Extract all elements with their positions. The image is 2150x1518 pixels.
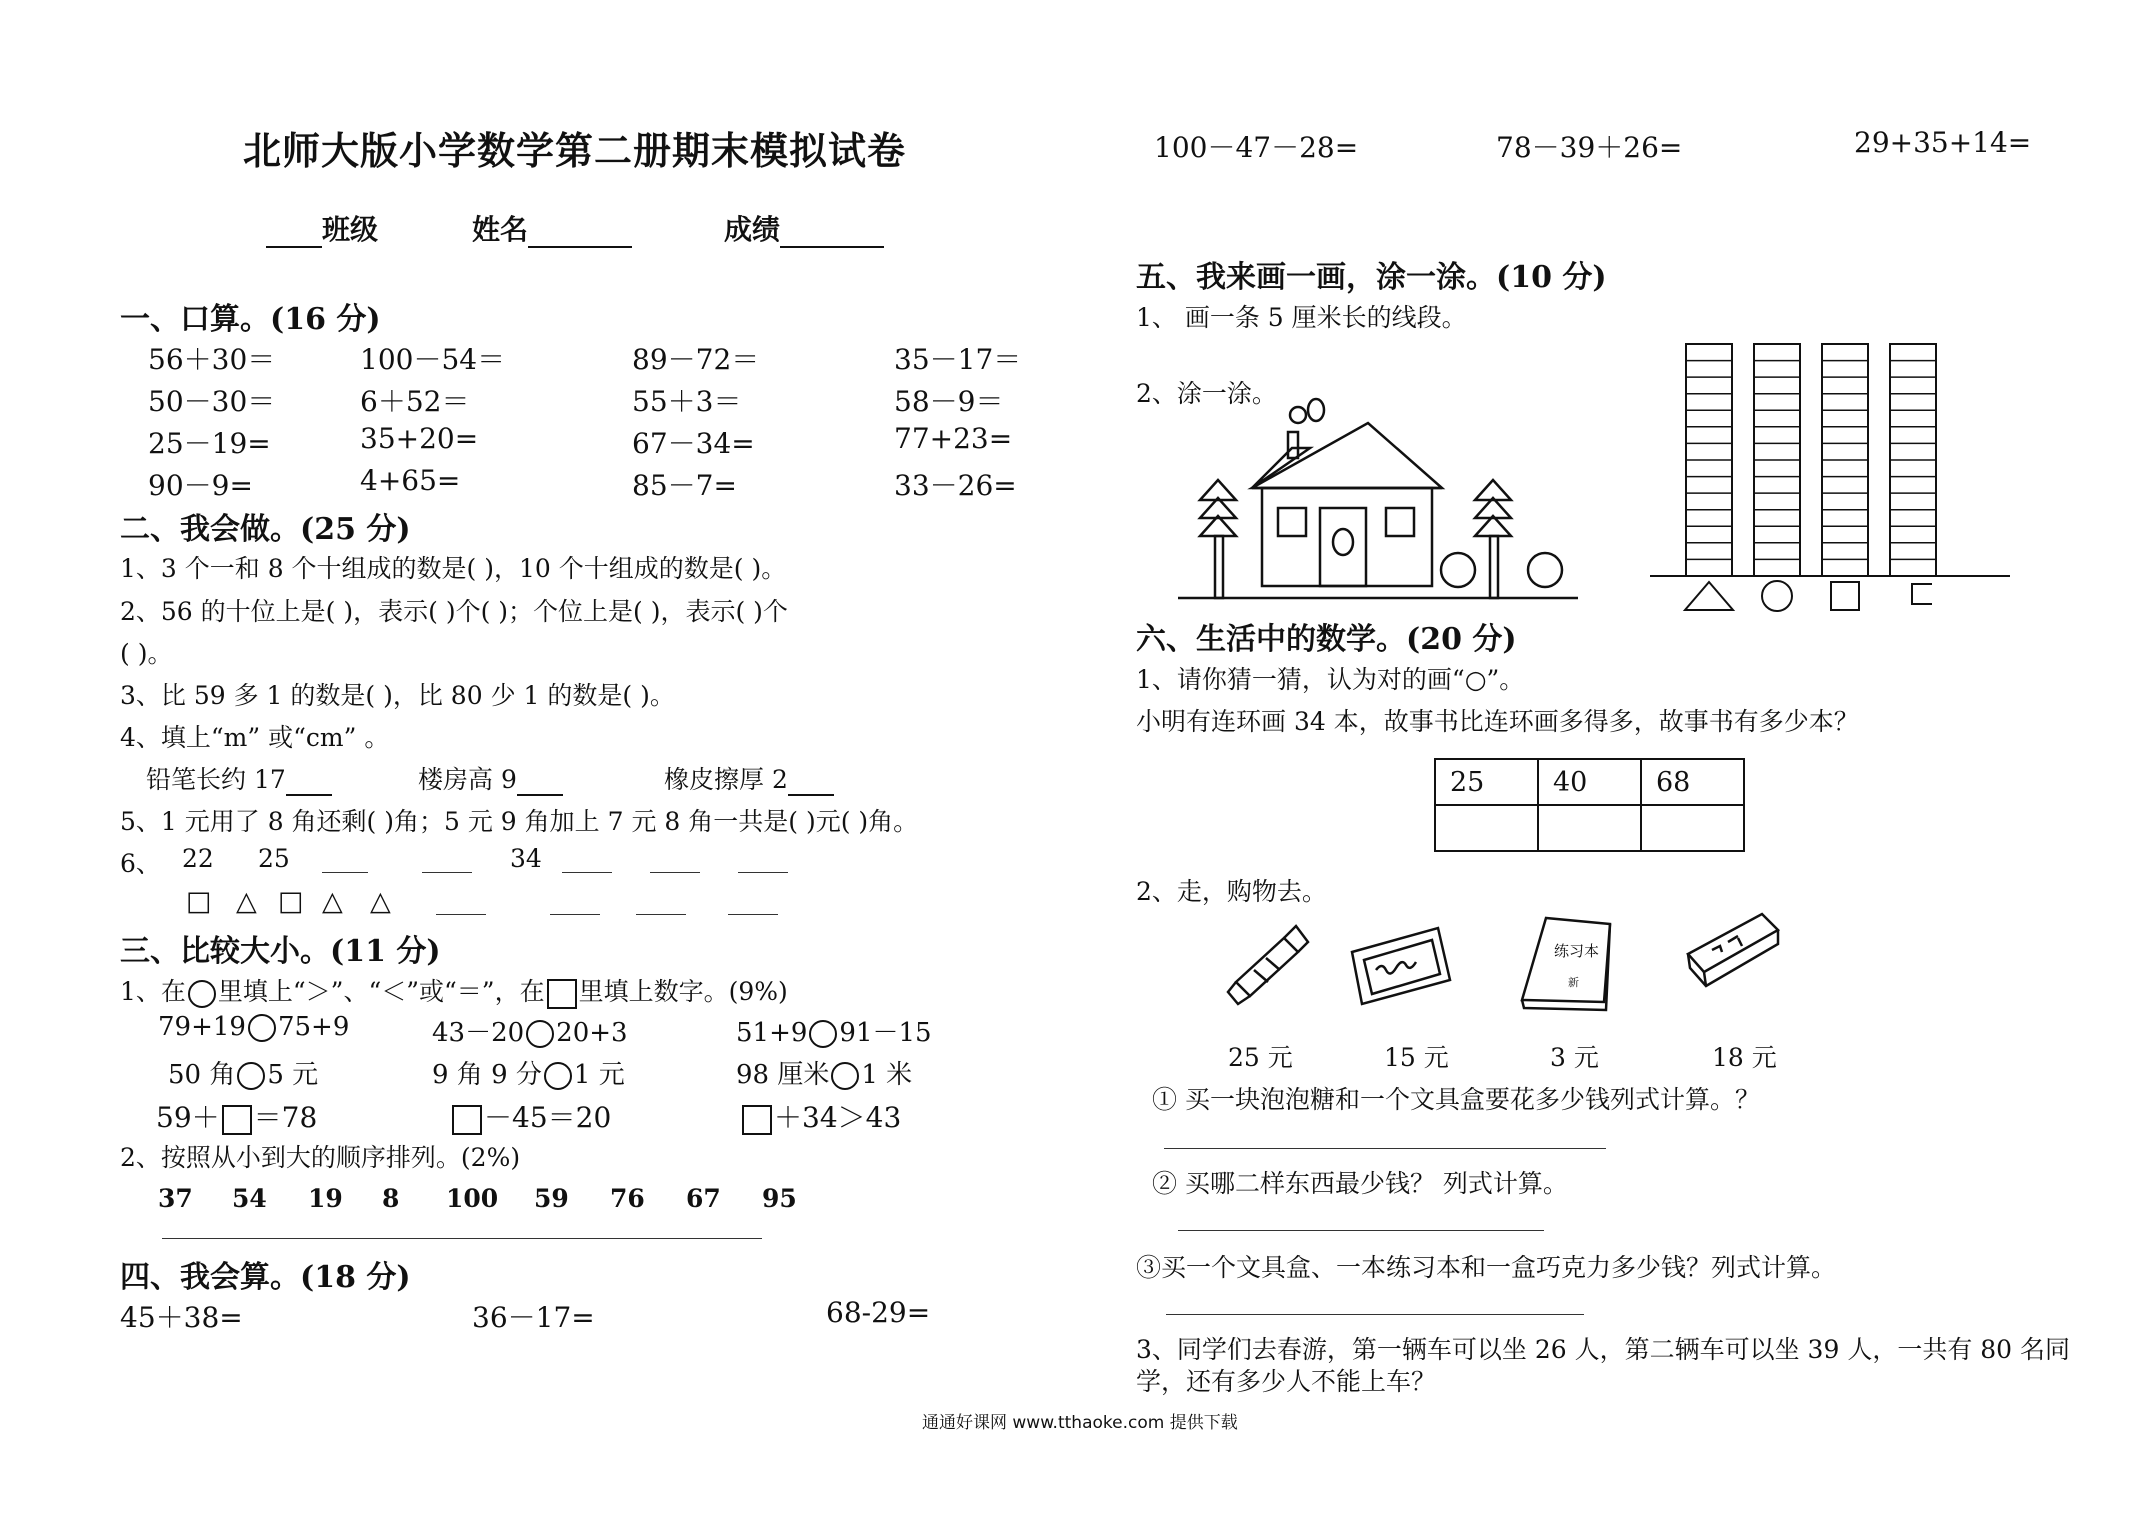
price-candy: 25 元 — [1228, 1043, 1293, 1072]
oral-calc-item[interactable]: 56＋30＝ — [148, 343, 276, 376]
square-shape-icon — [547, 979, 577, 1009]
q2-4-item[interactable]: 铅笔长约 17 — [146, 760, 332, 796]
guess-answer-cell[interactable] — [1538, 805, 1641, 851]
q5-2: 2、涂一涂。 — [1136, 379, 1277, 408]
notebook-icon — [1514, 912, 1620, 1012]
order-number: 19 — [308, 1184, 343, 1213]
compare-item[interactable]: 79+19 75+9 — [158, 1012, 350, 1042]
order-number: 59 — [534, 1184, 569, 1213]
answer-blank[interactable] — [738, 872, 788, 873]
q2-3[interactable]: 3、比 59 多 1 的数是( )，比 80 少 1 的数是( )。 — [120, 681, 675, 710]
shape-triangle: △ — [236, 886, 257, 917]
q6-3b: 学，还有多少人不能上车？ — [1136, 1367, 1437, 1396]
answer-box — [222, 1105, 252, 1135]
q6-1-text: 小明有连环画 34 本，故事书比连环画多得多，故事书有多少本？ — [1136, 707, 1859, 736]
answer-blank[interactable] — [562, 872, 612, 873]
answer-box — [452, 1105, 482, 1135]
answer-blank[interactable] — [436, 914, 486, 915]
q2-6-label: 6、 — [120, 849, 161, 878]
price-chocolate: 15 元 — [1384, 1043, 1449, 1072]
name-field[interactable]: 姓名 — [472, 208, 632, 248]
guess-option: 68 — [1641, 759, 1744, 805]
price-notebook: 3 元 — [1550, 1043, 1599, 1072]
shape-triangle: △ — [370, 886, 391, 917]
oral-calc-item[interactable]: 89－72＝ — [632, 343, 760, 376]
compare-item[interactable]: 9 角 9 分 1 元 — [432, 1060, 625, 1090]
oral-calc-item[interactable]: 33－26= — [894, 469, 1017, 502]
answer-circle — [809, 1020, 837, 1048]
calc-item[interactable]: 78－39＋26= — [1496, 131, 1683, 164]
oral-calc-item[interactable]: 67－34= — [632, 427, 755, 460]
order-number: 100 — [446, 1184, 499, 1213]
oral-calc-item[interactable]: 25－19= — [148, 427, 271, 460]
compare-item[interactable]: 50 角 5 元 — [168, 1060, 319, 1090]
compare-item[interactable]: 98 厘米 1 米 — [736, 1060, 913, 1090]
answer-blank[interactable] — [728, 914, 778, 915]
order-number: 8 — [382, 1184, 400, 1213]
calc-item[interactable]: 45＋38= — [120, 1301, 243, 1334]
q6-2: 2、走，购物去。 — [1136, 877, 1327, 906]
section1-heading: 一、口算。(16 分) — [120, 302, 381, 337]
fill-item[interactable]: －45＝20 — [450, 1096, 611, 1136]
answer-blank[interactable] — [650, 872, 700, 873]
q3-2: 2、按照从小到大的顺序排列。(2%) — [120, 1143, 521, 1172]
order-number: 37 — [158, 1184, 193, 1213]
price-pencil-box: 18 元 — [1712, 1043, 1777, 1072]
bar-graph-drawing[interactable] — [1650, 340, 2010, 620]
answer-blank[interactable] — [550, 914, 600, 915]
class-field[interactable]: 班级 — [266, 208, 378, 248]
candy-icon — [1224, 920, 1314, 1010]
answer-blank[interactable] — [322, 872, 368, 873]
calc-item[interactable]: 68-29= — [826, 1296, 931, 1329]
answer-circle — [237, 1062, 265, 1090]
order-number: 76 — [610, 1184, 645, 1213]
q2-1[interactable]: 1、3 个一和 8 个十组成的数是( )，10 个十组成的数是( )。 — [120, 554, 787, 583]
guess-option: 40 — [1538, 759, 1641, 805]
answer-box — [742, 1105, 772, 1135]
q2-4-item[interactable]: 橡皮擦厚 2 — [664, 760, 834, 796]
guess-answer-cell[interactable] — [1435, 805, 1538, 851]
q2-4: 4、填上“m” 或“cm” 。 — [120, 723, 390, 752]
q6-2-2: ② 买哪二样东西最少钱？ 列式计算。 — [1152, 1169, 1568, 1198]
oral-calc-item[interactable]: 55＋3＝ — [632, 385, 742, 418]
q3-1-instruction: 1、在 里填上“＞”、“＜”或“＝”，在 里填上数字。(9%) — [120, 972, 788, 1009]
order-number: 54 — [232, 1184, 267, 1213]
oral-calc-item[interactable]: 100－54＝ — [360, 343, 506, 376]
q6-2-3: ③买一个文具盒、一本练习本和一盒巧克力多少钱？列式计算。 — [1136, 1253, 1837, 1282]
answer-circle — [544, 1062, 572, 1090]
answer-circle — [526, 1020, 554, 1048]
oral-calc-item[interactable]: 58－9＝ — [894, 385, 1004, 418]
answer-circle — [831, 1062, 859, 1090]
svg-text:新: 新 — [1568, 976, 1579, 989]
shape-triangle: △ — [322, 886, 343, 917]
order-number: 95 — [762, 1184, 797, 1213]
q2-2a[interactable]: 2、56 的十位上是( )，表示( )个( )；个位上是( )，表示( )个 — [120, 597, 788, 626]
calc-item[interactable]: 100－47－28= — [1154, 131, 1359, 164]
calc-item[interactable]: 29+35+14= — [1854, 126, 2032, 159]
q2-5[interactable]: 5、1 元用了 8 角还剩( )角；5 元 9 角加上 7 元 8 角一共是( )元( )角。 — [120, 807, 919, 836]
answer-line[interactable] — [1178, 1230, 1544, 1231]
q6-3a: 3、同学们去春游，第一辆车可以坐 26 人，第二辆车可以坐 39 人，一共有 80 名同 — [1136, 1335, 2071, 1364]
oral-calc-item[interactable]: 35－17＝ — [894, 343, 1022, 376]
q6-2-1: ① 买一块泡泡糖和一个文具盒要花多少钱列式计算。？ — [1152, 1085, 1760, 1114]
compare-item[interactable]: 51+9 91－15 — [736, 1018, 932, 1048]
section4-heading: 四、我会算。(18 分) — [120, 1260, 411, 1295]
oral-calc-item[interactable]: 77+23= — [894, 422, 1013, 455]
q2-6-number: 25 — [258, 844, 290, 873]
fill-item[interactable]: 59＋ ＝78 — [156, 1101, 318, 1134]
q2-6-number: 34 — [510, 844, 542, 873]
order-number: 67 — [686, 1184, 721, 1213]
guess-table — [1434, 758, 1745, 852]
q2-6-number: 22 — [182, 844, 214, 873]
answer-line[interactable] — [1166, 1314, 1584, 1315]
shape-square: □ — [186, 886, 212, 917]
fill-item[interactable]: ＋34＞43 — [740, 1096, 901, 1136]
guess-option: 25 — [1435, 759, 1538, 805]
q2-2b[interactable]: ( )。 — [120, 639, 173, 668]
oral-calc-item[interactable]: 4+65= — [360, 464, 461, 497]
score-field[interactable]: 成绩 — [724, 208, 884, 248]
oral-calc-item[interactable]: 90－9= — [148, 469, 253, 502]
q6-1: 1、请你猜一猜，认为对的画“○”。 — [1136, 665, 1525, 694]
section3-heading: 三、比较大小。(11 分) — [120, 934, 441, 969]
chocolate-box-icon — [1348, 922, 1454, 1010]
answer-blank[interactable] — [636, 914, 686, 915]
circle-shape-icon — [188, 980, 216, 1008]
house-drawing[interactable] — [1160, 390, 1590, 600]
calc-item[interactable]: 36－17= — [472, 1301, 595, 1334]
guess-answer-cell[interactable] — [1641, 805, 1744, 851]
answer-line[interactable] — [162, 1238, 762, 1239]
pencil-box-icon — [1682, 908, 1782, 994]
compare-item[interactable]: 43－20 20+3 — [432, 1018, 628, 1048]
answer-circle — [248, 1014, 276, 1042]
answer-blank[interactable] — [422, 872, 472, 873]
shape-square: □ — [278, 886, 304, 917]
oral-calc-item[interactable]: 35+20= — [360, 422, 479, 455]
oral-calc-item[interactable]: 6＋52＝ — [360, 385, 470, 418]
q2-4-item[interactable]: 楼房高 9 — [418, 760, 563, 796]
page-title: 北师大版小学数学第二册期末模拟试卷 — [243, 128, 907, 173]
svg-text:练习本: 练习本 — [1554, 942, 1600, 960]
answer-line[interactable] — [1164, 1148, 1606, 1149]
oral-calc-item[interactable]: 85－7= — [632, 469, 737, 502]
section5-heading: 五、我来画一画，涂一涂。(10 分) — [1136, 260, 1607, 295]
section6-heading: 六、生活中的数学。(20 分) — [1136, 622, 1517, 657]
oral-calc-item[interactable]: 50－30＝ — [148, 385, 276, 418]
section2-heading: 二、我会做。(25 分) — [120, 512, 411, 547]
q5-1: 1、 画一条 5 厘米长的线段。 — [1136, 303, 1467, 332]
footer: 通通好课网 www.tthaoke.com 提供下载 — [922, 1413, 1238, 1433]
